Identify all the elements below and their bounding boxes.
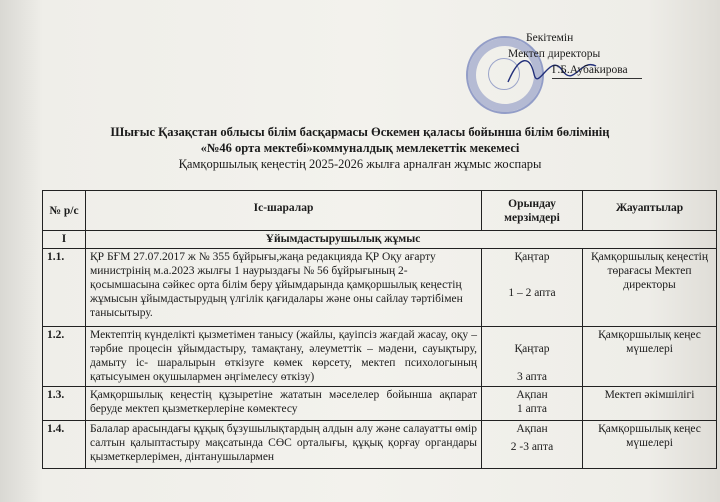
deadline-week: 2 -3 апта	[510, 441, 554, 453]
row-deadline	[482, 421, 583, 469]
col-deadline-header: Орындау мерзімдері	[482, 191, 583, 231]
row-responsible: Қамқоршылық кеңес мүшелері	[583, 327, 717, 387]
row-deadline	[482, 387, 583, 421]
deadline-week: 3 апта	[516, 371, 547, 383]
row-num: 1.4.	[43, 421, 86, 469]
table-row	[43, 387, 717, 421]
section-row	[43, 231, 717, 249]
col-responsible-header: Жауаптылар	[583, 191, 717, 231]
col-activity-header: Іс-шаралар	[86, 191, 482, 231]
signature-line	[552, 78, 642, 79]
deadline-month: Ақпан	[516, 423, 548, 435]
deadline-week: 1 – 2 апта	[508, 287, 556, 299]
table-row	[43, 249, 717, 327]
section-num: І	[43, 231, 86, 249]
row-responsible: Қамқоршылық кеңестің төрағасы Мектеп директоры	[583, 249, 717, 327]
row-activity: ҚР БҒМ 27.07.2017 ж № 355 бұйрығы,жаңа редакцияда ҚР Оқу ағарту министрінің м.а.2023 жылғы 1 наурыздағы № 56 бұйрығының 2-қосымшасына сәйкес орта білім беру ұйымдарында қамқоршылық кеңестің жұмысын ұйымдастырудың үлгілік қағидалары және оны сайлау тәртібімен танысытыру.	[86, 249, 482, 327]
approval-block	[508, 30, 658, 78]
row-activity: Мектептің күнделікті қызметімен танысу (жайлы, қауіпсіз жағдай жасау, оқу – тәрбие процесін ұйымдастыру, тамақтану, әлеуметтік – мәдени, сауықтыру, дамыту іс- шаралырын өткізуге көмек көрсету, мектеп психологының қатысуымен оқушылармен әңгімелесу өткізу)	[86, 327, 482, 387]
row-num: 1.2.	[43, 327, 86, 387]
row-responsible: Қамқоршылық кеңес мүшелері	[583, 421, 717, 469]
row-responsible: Мектеп әкімшілігі	[583, 387, 717, 421]
row-deadline	[482, 249, 583, 327]
section-title: Ұйымдастырушылық жұмыс	[86, 231, 717, 249]
header-line-1: Шығыс Қазақстан облысы білім басқармасы Өскемен қаласы бойынша білім бөлімінің	[110, 125, 610, 139]
header-line-2: «№46 орта мектебі»коммуналдық мемлекеттік мекемесі	[200, 141, 520, 155]
table-header-row	[43, 191, 717, 231]
approval-name: Г.Б.Аубакирова	[552, 64, 628, 76]
row-deadline	[482, 327, 583, 387]
deadline-month: Ақпан	[516, 389, 548, 401]
col-num-header: № р/с	[43, 191, 86, 231]
row-activity: Балалар арасындағы құқық бұзушылықтардың алдын алу және салауатты өмір салтын қалыптастыру мақсатында СӨС орталығы, құқық қорғау органдары қызметкерлерімен, дінтанушылармен	[86, 421, 482, 469]
approval-position: Мектеп директоры	[508, 48, 601, 60]
work-plan-table	[42, 190, 717, 469]
table-row	[43, 327, 717, 387]
deadline-month: Қаңтар	[514, 343, 550, 355]
row-num: 1.1.	[43, 249, 86, 327]
deadline-week: 1 апта	[516, 403, 547, 415]
row-activity: Қамқоршылық кеңестің құзыретіне жататын мәселелер бойынша ақпарат беруде мектеп қызметкерлеріне көмектесу	[86, 387, 482, 421]
approval-title: Бекітемін	[526, 32, 574, 44]
table-row	[43, 421, 717, 469]
plan-title: Қамқоршылық кеңестің 2025-2026 жылға арналған жұмыс жоспары	[178, 157, 542, 171]
row-num: 1.3.	[43, 387, 86, 421]
deadline-month: Қаңтар	[514, 251, 550, 263]
